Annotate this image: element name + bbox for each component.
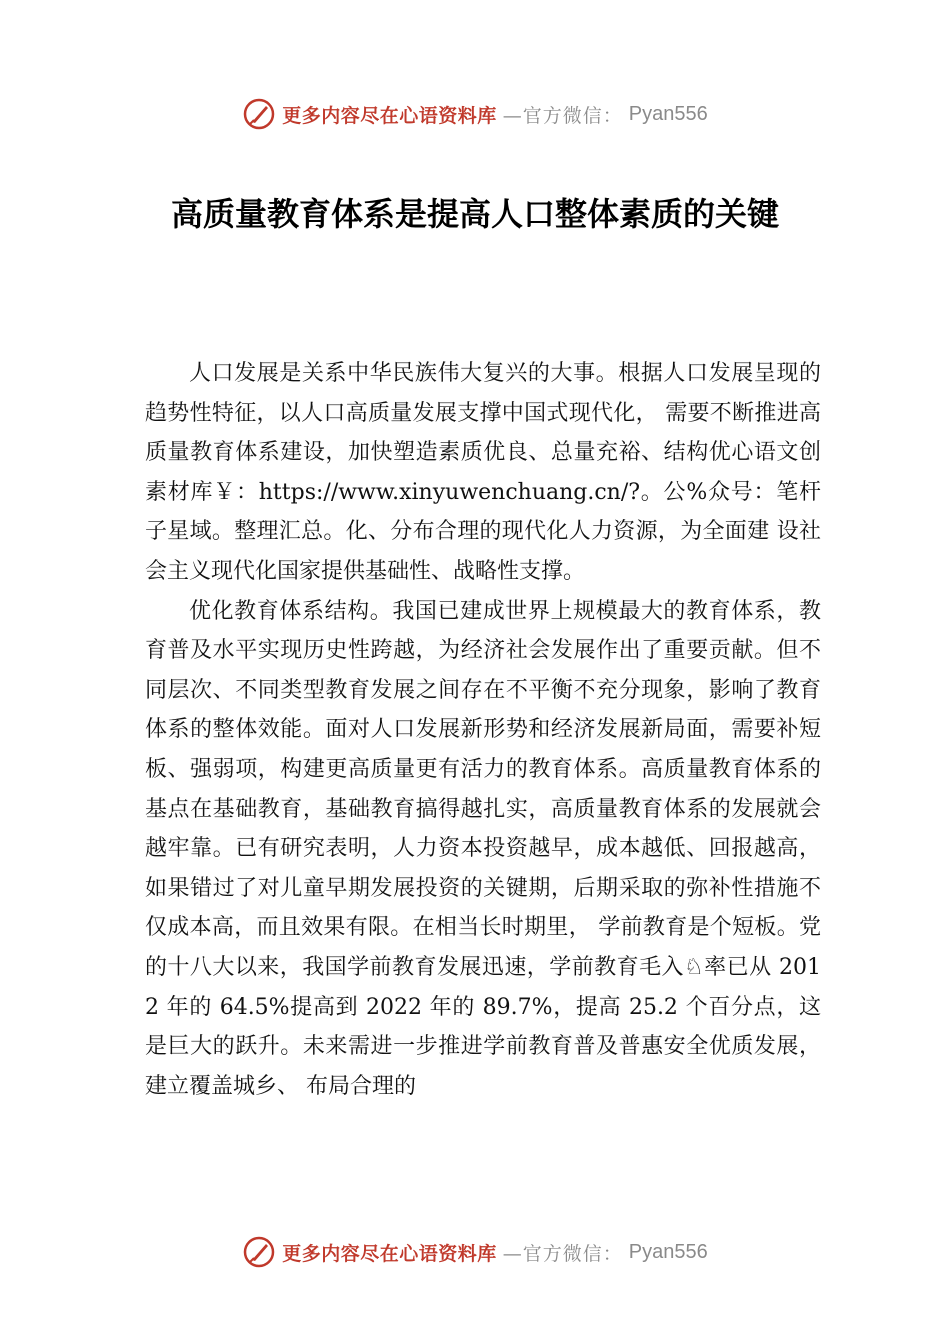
watermark-separator: —官方微信： [502,104,623,127]
watermark-separator: —官方微信： [502,1242,623,1265]
watermark-brand: 更多内容尽在心语资料库 [282,1242,497,1265]
watermark-wechat-id: Pyan556 [628,102,708,125]
document-body [145,354,821,1106]
document-title: 高质量教育体系是提高人口整体素质的关键 [170,195,779,233]
watermark-brand: 更多内容尽在心语资料库 [282,104,497,127]
watermark-wechat-id: Pyan556 [628,1240,708,1263]
paragraph-1: 人口发展是关系中华民族伟大复兴的大事。根据人口发展呈现的趋势性特征，以人口高质量发展支撑中国式现代化， 需要不断推进高质量教育体系建设，加快塑造素质优良、总量充裕、结构优心语文创素材库￥：https://www.xinyuwenchuang.cn/?。公%众号：笔杆子星域。整理汇总。化、分布合理的现代化人力资源，为全面建 设社会主义现代化国家提供基础性、战略性支撑。 [145,361,821,584]
quill-pen-logo-icon [242,97,276,131]
quill-pen-logo-icon [242,1235,276,1269]
header-watermark [0,94,950,134]
footer-watermark [0,1232,950,1272]
paragraph-2: 优化教育体系结构。我国已建成世界上规模最大的教育体系，教育普及水平实现历史性跨越，为经济社会发展作出了重要贡献。但不同层次、不同类型教育发展之间存在不平衡不充分现象，影响了教育体系的整体效能。面对人口发展新形势和经济发展新局面，需要补短板、强弱项，构建更高质量更有活力的教育体系。高质量教育体系的基点在基础教育，基础教育搞得越扎实，高质量教育体系的发展就会越牢靠。已有研究表明，人力资本投资越早，成本越低、回报越高，如果错过了对儿童早期发展投资的关键期，后期采取的弥补性措施不仅成本高，而且效果有限。在相当长时期里， 学前教育是个短板。党的十八大以来，我国学前教育发展迅速，学前教育毛入♘率已从 2012 年的 64.5%提高到 2022 年的 89.7%，提高 25.2 个百分点，这是巨大的跃升。未来需进一步推进学前教育普及普惠安全优质发展，建立覆盖城乡、 布局合理的 [145,598,821,1099]
